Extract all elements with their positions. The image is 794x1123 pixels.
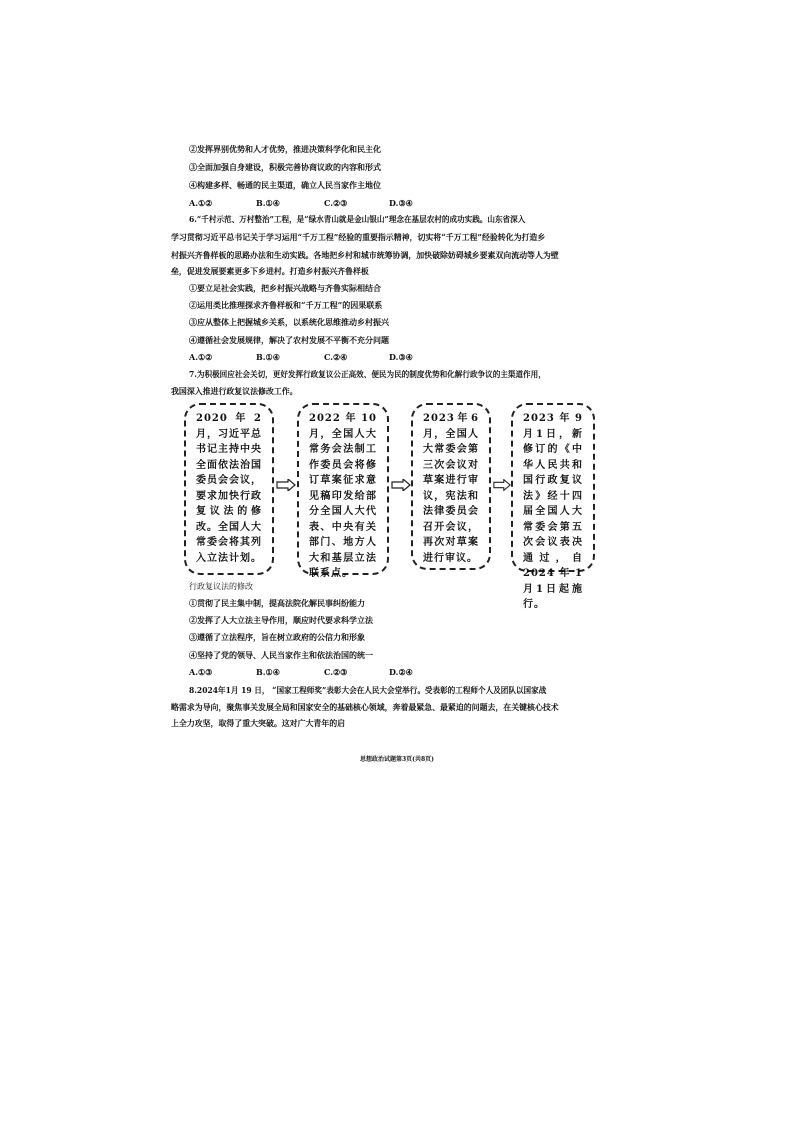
timeline-box-2023-sept: 2023年9月1日，新修订的《中华人民共和国行政复议法》经十四届全国人大常委会第五次会议表决通过，自2024年1月1日起施行。 [511, 403, 595, 572]
q6-option-b: B.①④ [256, 352, 280, 362]
q8-stem-line-3: 上全力攻坚，取得了重大突破。这对广大青年的启 [171, 718, 346, 728]
q7-statement-3: ③遵循了立法程序，旨在树立政府的公信力和形象 [189, 632, 365, 642]
q6-statement-1: ①要立足社会实践，把乡村振兴战略与齐鲁实际相结合 [189, 283, 381, 293]
q5-statement-4: ④构建多样、畅通的民主渠道，确立人民当家作主地位 [189, 180, 381, 190]
q7-statement-2: ②发挥了人大立法主导作用，顺应时代要求科学立法 [189, 615, 373, 625]
q7-statement-1: ①贯彻了民主集中制，提高法院化解民事纠纷能力 [189, 598, 365, 608]
timeline-box-2020: 2020年2月，习近平总书记主持中央全面依法治国委员会会议，要求加快行政复议法的修改。全国人大常委会将其列入立法计划。 [184, 403, 274, 575]
q6-stem-line-2: 学习贯彻习近平总书记关于学习运用“千万工程”经验的重要指示精神，切实将“千万工程”经验转化为打造乡 [171, 232, 546, 242]
q7-stem-line-2: 我国深入推进行政复议法修改工作。 [171, 386, 298, 396]
q7-statement-4: ④坚持了党的领导、人民当家作主和依法治国的统一 [189, 650, 373, 660]
timeline-arrow-icon [391, 476, 411, 495]
timeline-box-2023-june: 2023年6月，全国人大常委会第三次会议对草案进行审议，宪法和法律委员会召开会议，再次对草案进行审议。 [411, 403, 491, 570]
q8-stem-line-2: 略需求为导向，聚焦事关发展全局和国家安全的基础核心领域，奔着最紧急、最紧迫的问题去，在关键核心技术 [171, 702, 559, 712]
q8-stem-line-1: 8.2024年1月 19 日， “国家工程师奖”表彰大会在人民大会堂举行。受表彰的工程师个人及团队以国家战 [189, 685, 547, 695]
q6-stem-line-4: 垒，促进发展要素更多下乡进村。打造乡村振兴齐鲁样板 [171, 266, 369, 276]
q5-option-c: C.②③ [324, 198, 348, 208]
q5-statement-2: ②发挥界别优势和人才优势，推进决策科学化和民主化 [189, 144, 381, 154]
q5-option-d: D.③④ [389, 198, 413, 208]
q7-option-b: B.①④ [256, 667, 280, 677]
q7-option-a: A.①③ [189, 667, 213, 677]
q7-option-c: C.②③ [324, 667, 348, 677]
q6-option-a: A.①② [189, 352, 213, 362]
q6-stem-line-1: 6.“千村示范、万村整治”工程，是“绿水青山就是金山银山”理念在基层农村的成功实践。山东省深入 [189, 214, 526, 224]
page-footer: 思想政治试题第3页(共8页) [359, 756, 435, 763]
q5-option-b: B.①④ [256, 198, 280, 208]
q7-stem-line-1: 7.为积极回应社会关切，更好发挥行政复议公正高效、便民为民的制度优势和化解行政争议的主渠道作用， [189, 369, 546, 379]
q6-option-c: C.②④ [324, 352, 348, 362]
timeline-box-2022: 2022年10月，全国人大常务会法制工作委员会将修订草案征求意见稿印发给部分全国人大代表、中央有关部门、地方人大和基层立法联系点。 [297, 403, 389, 575]
q5-statement-3: ③全面加强自身建设，积极完善协商议政的内容和形式 [189, 162, 381, 172]
q7-option-d: D.②④ [389, 667, 413, 677]
q5-option-a: A.①② [189, 198, 213, 208]
q7-conclusion: 行政复议法的修改 [189, 582, 253, 591]
q6-option-d: D.③④ [389, 352, 413, 362]
q6-statement-2: ②运用类比推理探求齐鲁样板和“千万工程”的因果联系 [189, 300, 383, 310]
q6-statement-3: ③应从整体上把握城乡关系，以系统化思维推动乡村振兴 [189, 317, 389, 327]
timeline-arrow-icon [276, 476, 296, 495]
q6-statement-4: ④遵循社会发展规律，解决了农村发展不平衡不充分问题 [189, 335, 389, 345]
timeline-arrow-icon [493, 476, 511, 495]
q6-stem-line-3: 村振兴齐鲁样板的思路办法和生动实践。各地把乡村和城市统筹协调，加快破除妨碍城乡要素双向流动等人为壁 [171, 250, 559, 260]
